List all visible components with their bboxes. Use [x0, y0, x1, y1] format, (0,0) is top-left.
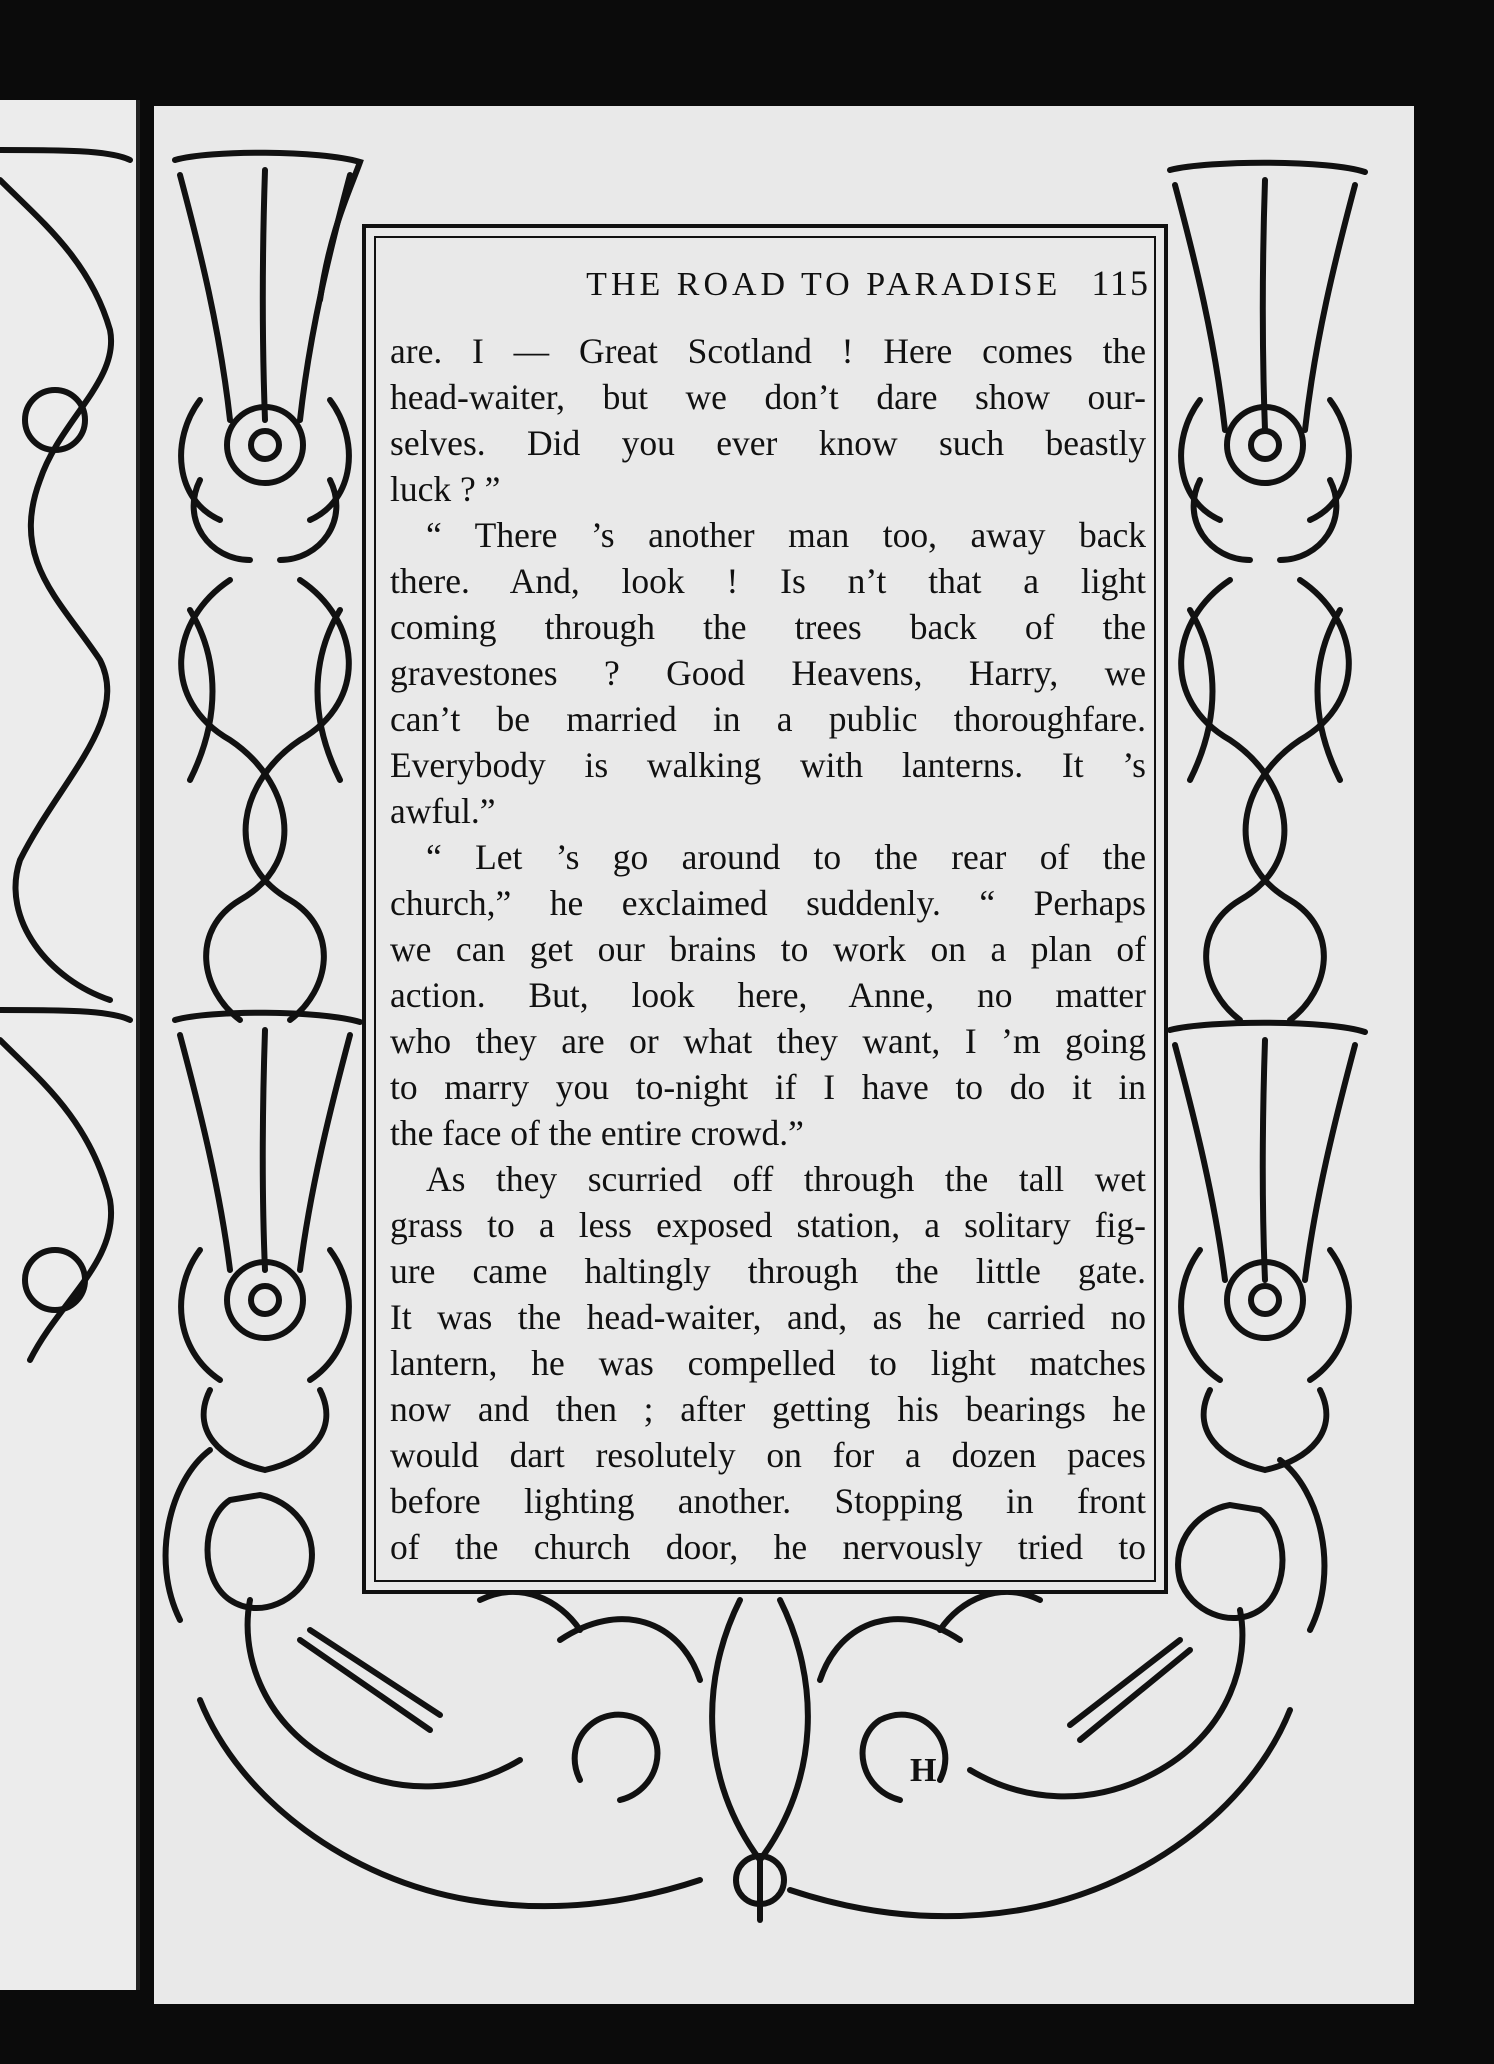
text-line: luck ? ”	[390, 469, 501, 509]
text-line: who they are or what they want, I ’m going	[390, 1021, 1146, 1061]
text-line: “ There ’s another man too, away back	[426, 515, 1146, 555]
monogram-h: H	[910, 1752, 937, 1789]
text-line: to marry you to-night if I have to do it in	[390, 1067, 1146, 1107]
body-text	[390, 328, 1146, 1570]
text-line: are. I — Great Scotland ! Here comes the	[390, 331, 1146, 371]
text-line: coming through the trees back of the	[390, 607, 1146, 647]
text-line: we can get our brains to work on a plan of	[390, 929, 1146, 969]
running-head	[390, 262, 1150, 310]
text-line: “ Let ’s go around to the rear of the	[426, 837, 1146, 877]
text-line: As they scurried off through the tall wet	[426, 1159, 1146, 1199]
text-line: before lighting another. Stopping in front	[390, 1481, 1146, 1521]
text-line: church,” he exclaimed suddenly. “ Perhaps	[390, 883, 1146, 923]
text-line: ure came haltingly through the little gate.	[390, 1251, 1146, 1291]
text-line: grass to a less exposed station, a solitary fig-	[390, 1205, 1146, 1245]
text-line: now and then ; after getting his bearings he	[390, 1389, 1146, 1429]
text-line: can’t be married in a public thoroughfare.	[390, 699, 1146, 739]
text-line: there. And, look ! Is n’t that a light	[390, 561, 1146, 601]
text-line: It was the head-waiter, and, as he carried no	[390, 1297, 1146, 1337]
text-line: awful.”	[390, 791, 496, 831]
text-line: of the church door, he nervously tried to	[390, 1527, 1146, 1567]
text-line: Everybody is walking with lanterns. It ’s	[390, 745, 1146, 785]
text-line: selves. Did you ever know such beastly	[390, 423, 1146, 463]
text-line: head-waiter, but we don’t dare show our-	[390, 377, 1146, 417]
text-line: lantern, he was compelled to light matches	[390, 1343, 1146, 1383]
page-number: 115	[1091, 263, 1150, 303]
text-line: the face of the entire crowd.”	[390, 1113, 804, 1153]
running-title: THE ROAD TO PARADISE	[586, 266, 1062, 303]
text-line: gravestones ? Good Heavens, Harry, we	[390, 653, 1146, 693]
text-line: action. But, look here, Anne, no matter	[390, 975, 1146, 1015]
text-line: would dart resolutely on for a dozen paces	[390, 1435, 1146, 1475]
